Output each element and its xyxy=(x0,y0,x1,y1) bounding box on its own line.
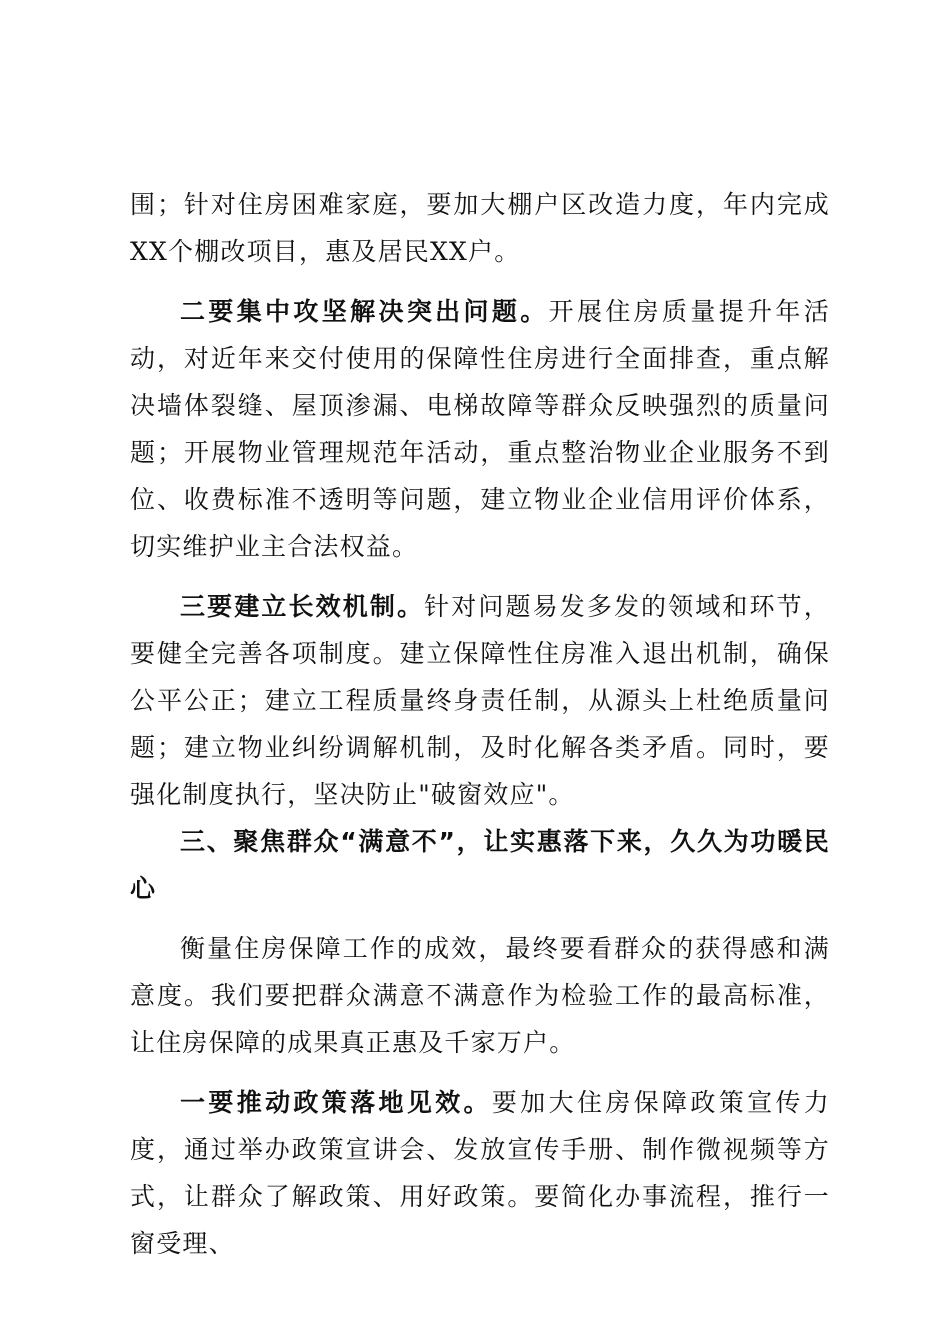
paragraph-lead: 三要建立长效机制。 xyxy=(180,592,425,621)
paragraph-continuation xyxy=(130,181,830,275)
document-body xyxy=(130,181,830,1267)
paragraph-lead: 一要推动政策落地见效。 xyxy=(180,1088,492,1117)
paragraph-text: 要加大住房保障政策宣传力度，通过举办政策宣讲会、发放宣传手册、制作微视频等方式，让群众了解政策、用好政策。要简化办事流程，推行一窗受理、 xyxy=(130,1088,831,1258)
paragraph-text: 围；针对住房困难家庭，要加大棚户区改造力度，年内完成XX个棚改项目，惠及居民XX户。 xyxy=(130,190,830,266)
paragraph-policy-implementation xyxy=(130,1079,830,1267)
paragraph-text: 针对问题易发多发的领域和环节，要健全完善各项制度。建立保障性住房准入退出机制，确保公平公正；建立工程质量终身责任制，从源头上杜绝质量问题；建立物业纠纷调解机制，及时化解各类矛盾。同时，要强化制度执行，坚决防止"破窗效应"。 xyxy=(130,592,830,809)
paragraph-text: 衡量住房保障工作的成效，最终要看群众的获得感和满意度。我们要把群众满意不满意作为检验工作的最高标准，让住房保障的成果真正惠及千家万户。 xyxy=(130,934,830,1057)
paragraph-long-term-mechanism xyxy=(130,583,830,818)
paragraph-focus-problems xyxy=(130,288,830,570)
section-heading-three: 三、聚焦群众“满意不”，让实惠落下来，久久为功暖民心 xyxy=(130,827,830,903)
paragraph-lead: 二要集中攻坚解决突出问题。 xyxy=(180,297,549,326)
paragraph-text: 开展住房质量提升年活动，对近年来交付使用的保障性住房进行全面排查，重点解决墙体裂缝、屋顶渗漏、电梯故障等群众反映强烈的质量问题；开展物业管理规范年活动，重点整治物业企业服务不到位、收费标准不透明等问题，建立物业企业信用评价体系，切实维护业主合法权益。 xyxy=(130,297,830,561)
paragraph-satisfaction xyxy=(130,925,830,1066)
